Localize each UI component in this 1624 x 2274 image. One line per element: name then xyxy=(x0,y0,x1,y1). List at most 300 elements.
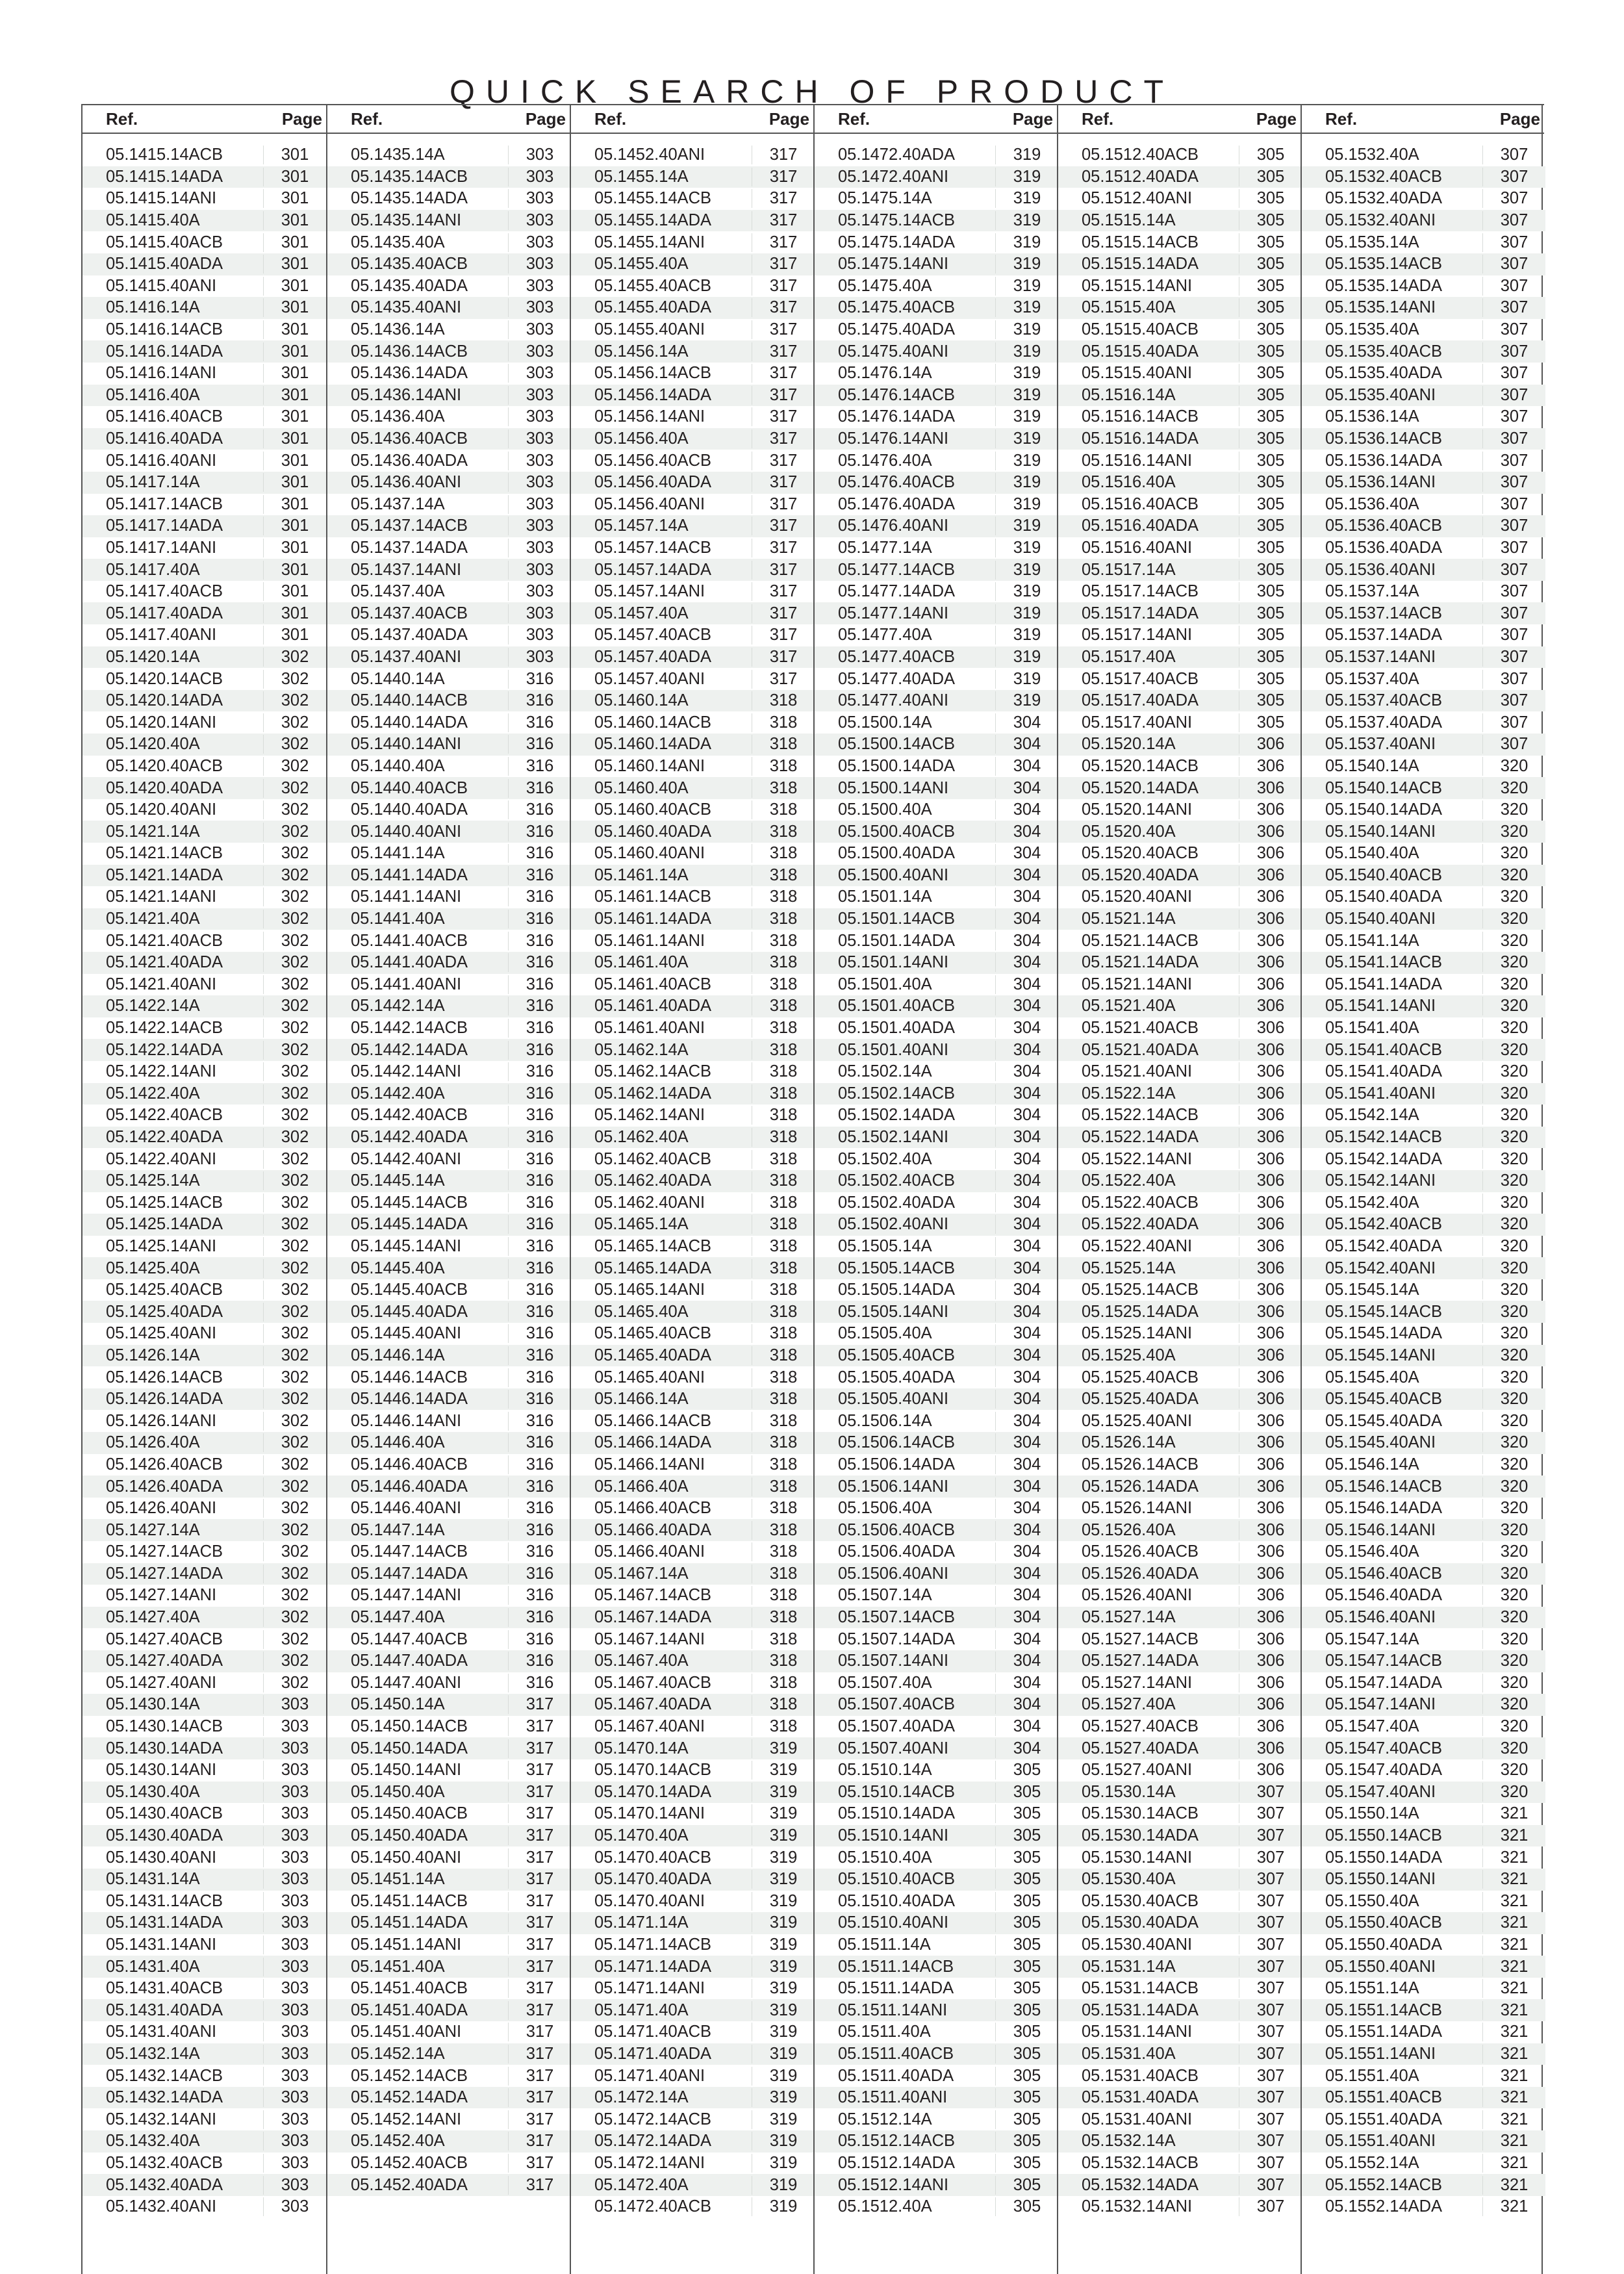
page-cell: 305 xyxy=(1239,255,1302,274)
table-row xyxy=(1058,1956,1302,1978)
ref-cell: 05.1507.14A xyxy=(838,1586,932,1605)
page-cell: 307 xyxy=(1239,1935,1302,1954)
page-cell: 302 xyxy=(263,1455,326,1474)
table-row xyxy=(1058,210,1302,232)
page-cell: 319 xyxy=(995,495,1058,514)
page-cell: 305 xyxy=(1239,407,1302,426)
page-cell: 307 xyxy=(1239,1804,1302,1823)
table-row xyxy=(327,1803,571,1825)
table-row xyxy=(1058,515,1302,537)
page-cell: 302 xyxy=(263,866,326,885)
table-row xyxy=(571,1301,815,1323)
page-cell: 320 xyxy=(1482,1171,1545,1190)
table-row xyxy=(327,756,571,778)
ref-cell: 05.1530.14ADA xyxy=(1082,1826,1199,1845)
page-cell: 320 xyxy=(1482,1521,1545,1540)
page-cell: 321 xyxy=(1482,1804,1545,1823)
page-cell: 317 xyxy=(508,1935,571,1954)
table-row xyxy=(82,1650,326,1672)
page-cell: 305 xyxy=(995,2197,1058,2216)
page-cell: 306 xyxy=(1239,1106,1302,1125)
table-row xyxy=(1302,1869,1545,1891)
page-cell: 318 xyxy=(752,1171,815,1190)
ref-cell: 05.1541.40ACB xyxy=(1325,1040,1443,1059)
ref-cell: 05.1440.40A xyxy=(351,756,445,775)
table-row xyxy=(1058,1672,1302,1694)
page-cell: 306 xyxy=(1239,1433,1302,1452)
ref-cell: 05.1467.40ADA xyxy=(594,1695,712,1714)
table-row xyxy=(815,1214,1058,1236)
ref-cell: 05.1536.40ADA xyxy=(1325,538,1443,557)
page-cell: 319 xyxy=(752,1979,815,1998)
ref-cell: 05.1425.14ACB xyxy=(106,1193,223,1212)
page-cell: 321 xyxy=(1482,2023,1545,2041)
ref-cell: 05.1461.14ACB xyxy=(594,888,712,906)
ref-cell: 05.1545.40A xyxy=(1325,1368,1419,1386)
page-cell: 317 xyxy=(508,1848,571,1867)
ref-cell: 05.1435.40ADA xyxy=(351,276,468,295)
page-cell: 302 xyxy=(263,800,326,819)
ref-cell: 05.1445.14ADA xyxy=(351,1215,468,1234)
ref-cell: 05.1426.40ADA xyxy=(106,1477,223,1496)
table-row xyxy=(327,1956,571,1978)
ref-cell: 05.1446.14ACB xyxy=(351,1368,468,1386)
page-cell: 319 xyxy=(752,2176,815,2195)
ref-cell: 05.1445.14A xyxy=(351,1171,445,1190)
page-cell: 319 xyxy=(995,473,1058,492)
ref-cell: 05.1430.14ADA xyxy=(106,1739,223,1757)
page-cell: 317 xyxy=(508,1913,571,1932)
page-cell: 301 xyxy=(263,539,326,557)
page-cell: 301 xyxy=(263,211,326,230)
page-cell: 303 xyxy=(263,2001,326,2020)
table-row xyxy=(571,930,815,952)
page-cell: 320 xyxy=(1482,1542,1545,1561)
ref-cell: 05.1451.14ANI xyxy=(351,1935,462,1954)
page-cell: 303 xyxy=(508,364,571,383)
page-cell: 318 xyxy=(752,1106,815,1125)
page-cell: 305 xyxy=(1239,168,1302,186)
page-cell: 318 xyxy=(752,1346,815,1365)
table-row xyxy=(327,1083,571,1105)
page-cell: 316 xyxy=(508,800,571,819)
table-row xyxy=(1302,1759,1545,1782)
ref-cell: 05.1420.40ACB xyxy=(106,756,223,775)
page-cell: 318 xyxy=(752,1412,815,1431)
ref-cell: 05.1526.14A xyxy=(1082,1433,1176,1452)
ref-cell: 05.1540.14ACB xyxy=(1325,778,1443,797)
ref-cell: 05.1465.40ADA xyxy=(594,1346,712,1364)
ref-cell: 05.1462.14ADA xyxy=(594,1084,712,1103)
page-cell: 318 xyxy=(752,800,815,819)
table-row xyxy=(327,319,571,341)
page-cell: 305 xyxy=(995,1935,1058,1954)
page-cell: 304 xyxy=(995,1521,1058,1540)
table-row xyxy=(82,690,326,712)
table-row xyxy=(571,1956,815,1978)
page-cell: 307 xyxy=(1482,386,1545,405)
table-row xyxy=(815,1782,1058,1804)
ref-cell: 05.1445.40ADA xyxy=(351,1302,468,1321)
ref-cell: 05.1521.40A xyxy=(1082,997,1176,1016)
ref-cell: 05.1510.40A xyxy=(838,1848,932,1867)
table-row xyxy=(571,908,815,930)
table-row xyxy=(815,1279,1058,1301)
table-row xyxy=(1058,1257,1302,1279)
table-row xyxy=(815,777,1058,799)
page-cell: 318 xyxy=(752,844,815,863)
table-row xyxy=(327,406,571,428)
table-row xyxy=(815,1236,1058,1258)
table-row xyxy=(815,1716,1058,1738)
table-row xyxy=(571,1105,815,1127)
ref-cell: 05.1545.14ADA xyxy=(1325,1324,1443,1343)
table-row xyxy=(82,2108,326,2130)
table-row xyxy=(82,1782,326,1804)
table-row xyxy=(327,1737,571,1759)
ref-cell: 05.1542.40A xyxy=(1325,1193,1419,1212)
page-cell: 304 xyxy=(995,735,1058,754)
table-row xyxy=(571,2043,815,2065)
table-row xyxy=(815,1694,1058,1716)
page-cell: 320 xyxy=(1482,1259,1545,1278)
page-cell: 317 xyxy=(508,1739,571,1758)
page-cell: 303 xyxy=(508,189,571,208)
page-cell: 302 xyxy=(263,1433,326,1452)
page-cell: 301 xyxy=(263,473,326,492)
table-row xyxy=(1058,2087,1302,2109)
table-row xyxy=(1302,1170,1545,1192)
page-cell: 316 xyxy=(508,932,571,951)
ref-cell: 05.1435.14A xyxy=(351,146,445,164)
page-cell: 317 xyxy=(508,2110,571,2129)
page-cell: 320 xyxy=(1482,910,1545,928)
page-cell: 318 xyxy=(752,1281,815,1299)
ref-cell: 05.1551.14ACB xyxy=(1325,2000,1443,2019)
table-row xyxy=(1058,952,1302,974)
page-cell: 317 xyxy=(752,189,815,208)
table-row xyxy=(82,1956,326,1978)
page-cell: 302 xyxy=(263,691,326,710)
table-row xyxy=(1302,1017,1545,1040)
page-cell: 306 xyxy=(1239,844,1302,863)
table-row xyxy=(1058,1236,1302,1258)
page-cell: 304 xyxy=(995,1150,1058,1169)
table-row xyxy=(82,1148,326,1170)
ref-cell: 05.1535.40ADA xyxy=(1325,364,1443,383)
page-cell: 318 xyxy=(752,1194,815,1212)
table-row xyxy=(327,1541,571,1563)
ref-cell: 05.1416.14ANI xyxy=(106,364,217,383)
ref-cell: 05.1420.40ANI xyxy=(106,800,217,819)
table-row xyxy=(1302,1454,1545,1476)
table-row xyxy=(571,1083,815,1105)
table-row xyxy=(1302,734,1545,756)
table-row xyxy=(815,2196,1058,2218)
table-row xyxy=(82,319,326,341)
page-cell: 305 xyxy=(995,1783,1058,1802)
page-cell: 307 xyxy=(1239,2110,1302,2129)
table-row xyxy=(1302,297,1545,319)
ref-cell: 05.1512.14ADA xyxy=(838,2153,956,2172)
ref-cell: 05.1527.40ANI xyxy=(1082,1761,1193,1780)
table-row xyxy=(82,1999,326,2021)
ref-cell: 05.1507.40A xyxy=(838,1673,932,1692)
ref-cell: 05.1415.40ADA xyxy=(106,255,223,274)
table-row xyxy=(1058,363,1302,385)
ref-cell: 05.1426.40ANI xyxy=(106,1499,217,1518)
page-cell: 305 xyxy=(995,2023,1058,2041)
table-row xyxy=(82,559,326,581)
page-cell: 302 xyxy=(263,1674,326,1693)
page-cell: 305 xyxy=(1239,452,1302,470)
table-row xyxy=(327,1498,571,1520)
table-row xyxy=(571,1192,815,1214)
ref-cell: 05.1430.40ANI xyxy=(106,1848,217,1867)
table-row xyxy=(815,363,1058,385)
table-row xyxy=(1058,472,1302,494)
table-row xyxy=(327,1650,571,1672)
table-row xyxy=(1058,1694,1302,1716)
table-row xyxy=(82,297,326,319)
ref-cell: 05.1510.14A xyxy=(838,1761,932,1780)
ref-cell: 05.1507.40ADA xyxy=(838,1717,956,1736)
ref-cell: 05.1531.40ANI xyxy=(1082,2110,1193,2128)
page-cell: 307 xyxy=(1482,320,1545,339)
page-cell: 303 xyxy=(508,452,571,470)
page-cell: 302 xyxy=(263,932,326,951)
table-row xyxy=(1302,1214,1545,1236)
ref-cell: 05.1541.14ADA xyxy=(1325,975,1443,993)
page-cell: 316 xyxy=(508,1237,571,1256)
page-cell: 304 xyxy=(995,866,1058,885)
page-cell: 307 xyxy=(1239,2197,1302,2216)
table-row xyxy=(815,1628,1058,1650)
page-cell: 301 xyxy=(263,452,326,470)
page-cell: 318 xyxy=(752,1041,815,1060)
ref-cell: 05.1447.40ANI xyxy=(351,1673,462,1692)
table-row xyxy=(327,2108,571,2130)
ref-cell: 05.1537.40ADA xyxy=(1325,713,1443,732)
ref-cell: 05.1440.40ADA xyxy=(351,800,468,819)
table-row xyxy=(1302,2065,1545,2087)
ref-cell: 05.1467.40ACB xyxy=(594,1673,712,1692)
page-cell: 304 xyxy=(995,1586,1058,1605)
page-cell: 318 xyxy=(752,1150,815,1169)
page-cell: 306 xyxy=(1239,997,1302,1016)
page-cell: 320 xyxy=(1482,1346,1545,1365)
page-cell: 307 xyxy=(1239,1913,1302,1932)
page-cell: 320 xyxy=(1482,779,1545,798)
page-cell: 317 xyxy=(508,2088,571,2107)
table-row xyxy=(327,275,571,298)
table-row xyxy=(815,1607,1058,1629)
table-row xyxy=(571,624,815,646)
ref-cell: 05.1470.40ANI xyxy=(594,1891,705,1910)
page-cell: 319 xyxy=(995,320,1058,339)
table-row xyxy=(82,1366,326,1388)
ref-cell: 05.1427.40ACB xyxy=(106,1629,223,1648)
table-row xyxy=(327,1476,571,1498)
ref-cell: 05.1456.40A xyxy=(594,429,689,448)
page-cell: 304 xyxy=(995,1106,1058,1125)
table-row xyxy=(815,1956,1058,1978)
ref-cell: 05.1537.14ACB xyxy=(1325,604,1443,622)
ref-cell: 05.1416.14ADA xyxy=(106,342,223,361)
page-cell: 306 xyxy=(1239,1542,1302,1561)
page-cell: 319 xyxy=(752,2023,815,2041)
table-row xyxy=(1302,1825,1545,1847)
ref-cell: 05.1430.14A xyxy=(106,1695,200,1714)
page-cell: 316 xyxy=(508,1368,571,1387)
ref-cell: 05.1546.40ADA xyxy=(1325,1586,1443,1605)
page-cell: 318 xyxy=(752,1586,815,1605)
table-row xyxy=(815,1825,1058,1847)
page-cell: 305 xyxy=(1239,429,1302,448)
page-cell: 319 xyxy=(752,2088,815,2107)
page-cell: 305 xyxy=(995,2088,1058,2107)
table-row xyxy=(815,734,1058,756)
table-row xyxy=(82,624,326,646)
page-cell: 319 xyxy=(752,1913,815,1932)
page-cell: 302 xyxy=(263,1171,326,1190)
ref-cell: 05.1426.40A xyxy=(106,1433,200,1452)
ref-cell: 05.1457.14ADA xyxy=(594,560,712,579)
ref-cell: 05.1432.14ADA xyxy=(106,2088,223,2107)
table-row xyxy=(815,1388,1058,1411)
table-row xyxy=(1302,2174,1545,2196)
ref-cell: 05.1501.14ANI xyxy=(838,953,949,972)
ref-cell: 05.1522.40A xyxy=(1082,1171,1176,1190)
table-row xyxy=(571,1541,815,1563)
page-cell: 320 xyxy=(1482,1630,1545,1649)
table-row xyxy=(1302,537,1545,559)
ref-header: Ref. xyxy=(106,109,138,129)
page-cell: 307 xyxy=(1482,452,1545,470)
table-row xyxy=(1058,1999,1302,2021)
table-row xyxy=(327,144,571,166)
table-row xyxy=(82,253,326,275)
ref-cell: 05.1435.14ANI xyxy=(351,211,462,230)
ref-cell: 05.1546.40ANI xyxy=(1325,1608,1436,1627)
table-row xyxy=(1302,1105,1545,1127)
page-cell: 306 xyxy=(1239,888,1302,906)
table-row xyxy=(82,1519,326,1541)
table-row xyxy=(1302,1236,1545,1258)
page-cell: 317 xyxy=(752,604,815,623)
table-row xyxy=(571,1236,815,1258)
ref-cell: 05.1527.40ACB xyxy=(1082,1717,1199,1736)
ref-cell: 05.1427.40ANI xyxy=(106,1673,217,1692)
table-row xyxy=(815,1105,1058,1127)
ref-cell: 05.1420.40A xyxy=(106,735,200,754)
ref-cell: 05.1535.40ANI xyxy=(1325,385,1436,404)
table-row xyxy=(815,1912,1058,1934)
page-cell: 303 xyxy=(263,1695,326,1714)
table-row xyxy=(327,2087,571,2109)
page-cell: 303 xyxy=(508,604,571,623)
page-cell: 320 xyxy=(1482,1150,1545,1169)
ref-cell: 05.1456.14A xyxy=(594,342,689,361)
page-cell: 305 xyxy=(1239,364,1302,383)
table-row xyxy=(327,1432,571,1454)
ref-cell: 05.1522.40ADA xyxy=(1082,1215,1199,1234)
page-cell: 303 xyxy=(263,2110,326,2129)
table-row xyxy=(327,1039,571,1061)
page-cell: 303 xyxy=(263,2045,326,2063)
ref-cell: 05.1472.40A xyxy=(594,2175,689,2194)
page-cell: 317 xyxy=(508,1826,571,1845)
page-cell: 321 xyxy=(1482,2088,1545,2107)
page-cell: 320 xyxy=(1482,1237,1545,1256)
table-row xyxy=(1058,930,1302,952)
page-cell: 307 xyxy=(1482,146,1545,164)
table-row xyxy=(82,581,326,603)
page-cell: 306 xyxy=(1239,953,1302,972)
ref-cell: 05.1547.40ACB xyxy=(1325,1739,1443,1757)
table-row xyxy=(82,865,326,887)
page-cell: 305 xyxy=(1239,473,1302,492)
page-header: Page xyxy=(1012,109,1053,129)
ref-cell: 05.1521.40ACB xyxy=(1082,1019,1199,1038)
page-cell: 303 xyxy=(508,539,571,557)
page-cell: 307 xyxy=(1482,561,1545,580)
ref-cell: 05.1520.14ADA xyxy=(1082,778,1199,797)
table-row xyxy=(815,253,1058,275)
ref-cell: 05.1507.14ANI xyxy=(838,1652,949,1670)
ref-cell: 05.1431.40ANI xyxy=(106,2023,217,2041)
table-row xyxy=(327,1410,571,1432)
ref-cell: 05.1460.40ANI xyxy=(594,844,705,863)
page-cell: 319 xyxy=(752,1826,815,1845)
ref-cell: 05.1452.14ACB xyxy=(351,2066,468,2085)
page-cell: 320 xyxy=(1482,1084,1545,1103)
table-row xyxy=(571,1519,815,1541)
page-cell: 302 xyxy=(263,1041,326,1060)
page-cell: 302 xyxy=(263,888,326,906)
table-row xyxy=(1058,1934,1302,1956)
table-row xyxy=(571,1476,815,1498)
table-row xyxy=(82,1301,326,1323)
table-row xyxy=(815,668,1058,690)
page-cell: 316 xyxy=(508,1674,571,1693)
ref-cell: 05.1465.40A xyxy=(594,1302,689,1321)
page-cell: 321 xyxy=(1482,1935,1545,1954)
page-cell: 302 xyxy=(263,1062,326,1081)
page-cell: 318 xyxy=(752,1565,815,1583)
table-row xyxy=(815,385,1058,407)
page-cell: 318 xyxy=(752,1019,815,1038)
page-cell: 307 xyxy=(1482,582,1545,601)
table-row xyxy=(327,472,571,494)
ref-cell: 05.1445.40A xyxy=(351,1258,445,1277)
table-row xyxy=(1302,1846,1545,1869)
page-cell: 319 xyxy=(752,1761,815,1780)
page-cell: 304 xyxy=(995,713,1058,732)
table-row xyxy=(1302,1737,1545,1759)
ref-cell: 05.1436.40ANI xyxy=(351,473,462,492)
page-cell: 307 xyxy=(1239,2001,1302,2020)
table-row xyxy=(571,1585,815,1607)
ref-cell: 05.1436.14ACB xyxy=(351,342,468,361)
page-cell: 316 xyxy=(508,953,571,972)
table-row xyxy=(815,319,1058,341)
page-cell: 302 xyxy=(263,1542,326,1561)
table-row xyxy=(1058,646,1302,669)
table-row xyxy=(327,799,571,821)
ref-cell: 05.1457.40ACB xyxy=(594,626,712,645)
ref-cell: 05.1526.14ANI xyxy=(1082,1499,1193,1518)
